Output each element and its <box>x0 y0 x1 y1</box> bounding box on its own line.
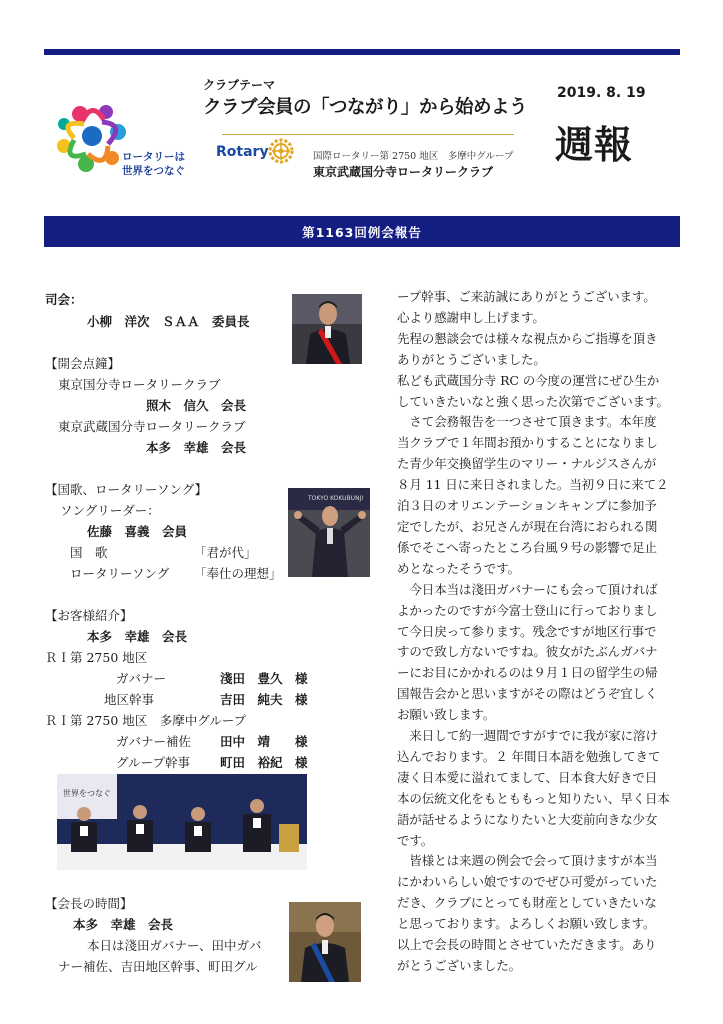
district-secretary-name: 吉田 純夫 様 <box>220 692 308 707</box>
meeting-banner <box>44 216 680 247</box>
rotary-wheel-icon <box>268 138 294 164</box>
theme-divider <box>222 134 514 135</box>
logo-text: ロータリーは 世界をつなぐ <box>122 151 185 177</box>
mc-photo <box>292 294 362 364</box>
speech-line: 皆様とは来週の例会で会って頂けますが本当 <box>397 853 658 869</box>
club-logo <box>50 86 190 196</box>
anthem-heading: 【国歌、ロータリーソング】 <box>45 482 208 497</box>
speech-line: していきたいなと強く思った次第でございます。 <box>397 393 669 409</box>
ri-district: ＲＩ第 2750 地区 <box>45 650 148 665</box>
group-secretary-name: 町田 裕紀 様 <box>220 755 308 770</box>
photo-sign-text: TOKYO KOKUBUNJI <box>308 495 364 502</box>
opening-club-1: 東京国分寺ロータリークラブ <box>58 377 221 392</box>
speech-line: 泊３日のオリエンテーションキャンプに参加予 <box>397 498 657 514</box>
theme-title: クラブ会員の「つながり」から始めよう <box>203 97 528 118</box>
president-text-line: 本日は淺田ガバナー、田中ガバ <box>87 938 262 953</box>
rotary-song-title: 「奉仕の理想」 <box>194 566 282 581</box>
guests-presenter: 本多 幸雄 会長 <box>87 629 188 644</box>
district-secretary-label: 地区幹事 <box>104 692 155 707</box>
song-leader-name: 佐藤 喜義 会員 <box>87 524 188 539</box>
president-heading: 【会長の時間】 <box>45 896 133 911</box>
mc-label: 司会： <box>45 292 83 307</box>
weekly-title: 週報 <box>555 123 634 167</box>
speech-line: 本の伝統文化をもとももっと知りたい、早く日本 <box>397 790 670 806</box>
speech-line: 来日して約一週間ですがすでに我が家に溶け <box>397 728 658 744</box>
speech-line: 先程の懇談会では様々な視点からご指導を頂き <box>397 330 658 346</box>
district-text: 国際ロータリー第 2750 地区 多摩中グループ <box>313 151 514 162</box>
speech-line: 係でそこへ寄ったところ台風９号の影響で足止 <box>397 539 657 555</box>
speech-line: て今日戻って参ります。残念ですが地区行事で <box>397 623 657 639</box>
guests-heading: 【お客様紹介】 <box>45 608 133 623</box>
anthem-label: 国 歌 <box>70 545 108 560</box>
governor-label: ガバナー <box>116 671 167 686</box>
theme-label: クラブテーマ <box>203 78 276 92</box>
meeting-banner-title: 第1163回例会報告 <box>302 224 422 240</box>
speech-line: 凄く日本愛に溢れてまして、日本食大好きで日 <box>397 769 658 785</box>
speech-line: さて会務報告を一つさせて頂きます。本年度 <box>397 414 657 430</box>
opening-heading: 【開会点鐘】 <box>45 356 121 371</box>
speech-line: お願い致します。 <box>397 707 496 723</box>
opening-club-2: 東京武蔵国分寺ロータリークラブ <box>58 419 246 434</box>
ri-group: ＲＩ第 2750 地区 多摩中グループ <box>45 713 247 728</box>
top-rule <box>44 49 680 55</box>
speech-line: ーにお目にかかれるのは９月１日の留学生の帰 <box>397 665 658 681</box>
speech-line: た青少年交換留学生のマリー・ナルジスさんが <box>397 456 657 472</box>
speech-line: と思っております。よろしくお願い致します。 <box>397 916 656 932</box>
anthem-title: 「君が代」 <box>194 545 257 560</box>
president-photo <box>289 902 361 982</box>
speech-line: がとうございました。 <box>397 958 522 973</box>
rotary-wordmark: Rotary <box>216 144 269 160</box>
governor-name: 淺田 豊久 様 <box>220 671 308 686</box>
speech-line: 込んでおります。２ 年間日本語を勉強してきて <box>397 748 661 764</box>
speech-line: 心より感謝申し上げます。 <box>397 309 545 325</box>
issue-date: 2019. 8. 19 <box>557 85 646 101</box>
speech-line: にかわいらしい娘ですのでぜひ可愛がっていた <box>397 874 658 890</box>
president-name: 本多 幸雄 会長 <box>73 917 174 932</box>
speech-line: 以上で会長の時間とさせていただきます。あり <box>397 937 657 953</box>
speech-line: 今日本当は淺田ガバナーにも会って頂ければ <box>397 581 658 597</box>
assistant-governor-label: ガバナー補佐 <box>116 734 192 749</box>
speech-line: ８月 11 日に来日されました。当初９日に来て２ <box>397 477 669 493</box>
club-name: 東京武蔵国分寺ロータリークラブ <box>313 165 494 179</box>
guests-photo <box>57 774 307 870</box>
speech-line: よかったのですが今富士登山に行っておりまし <box>397 602 658 618</box>
speech-line: です。 <box>397 832 434 848</box>
song-leader-label: ソングリーダー： <box>60 503 160 518</box>
opening-name-2: 本多 幸雄 会長 <box>146 440 247 455</box>
group-secretary-label: グループ幹事 <box>116 755 191 770</box>
speech-line: 語が話せるようになりたいと大変前向きな少女 <box>397 811 658 827</box>
speech-line: 定でしたが、お兄さんが現在台湾におられる関 <box>397 518 658 534</box>
president-speech-column <box>397 287 687 977</box>
speech-line: ありがとうございました。 <box>397 351 546 367</box>
speech-line: だき、クラブにとっても財産としていきたいな <box>397 895 657 911</box>
rotary-song-label: ロータリーソング <box>70 566 170 581</box>
opening-name-1: 照木 信久 会長 <box>146 398 247 413</box>
song-leader-photo <box>288 488 370 577</box>
speech-line: ープ幹事、ご来訪誠にありがとうございます。 <box>397 289 656 304</box>
speech-line: 当クラブで１年間お預かりすることになりまし <box>397 435 658 451</box>
mc-name: 小柳 洋次 ＳＡＡ 委員長 <box>87 314 250 329</box>
photo-sign-text: 世界をつなぐ <box>63 789 111 798</box>
speech-line: めとなったそうです。 <box>397 560 521 576</box>
speech-line: 私ども武蔵国分寺 RC の今度の運営にぜひ生か <box>397 372 660 388</box>
president-text-line: ナー補佐、吉田地区幹事、町田グル <box>58 959 258 974</box>
speech-line: 国報告会かと思いますがその際はどうぞ宜しく <box>397 686 658 702</box>
speech-line: すので致し方ないですね。彼女がたぶんガバナ <box>397 644 658 660</box>
assistant-governor-name: 田中 靖 様 <box>220 734 308 749</box>
